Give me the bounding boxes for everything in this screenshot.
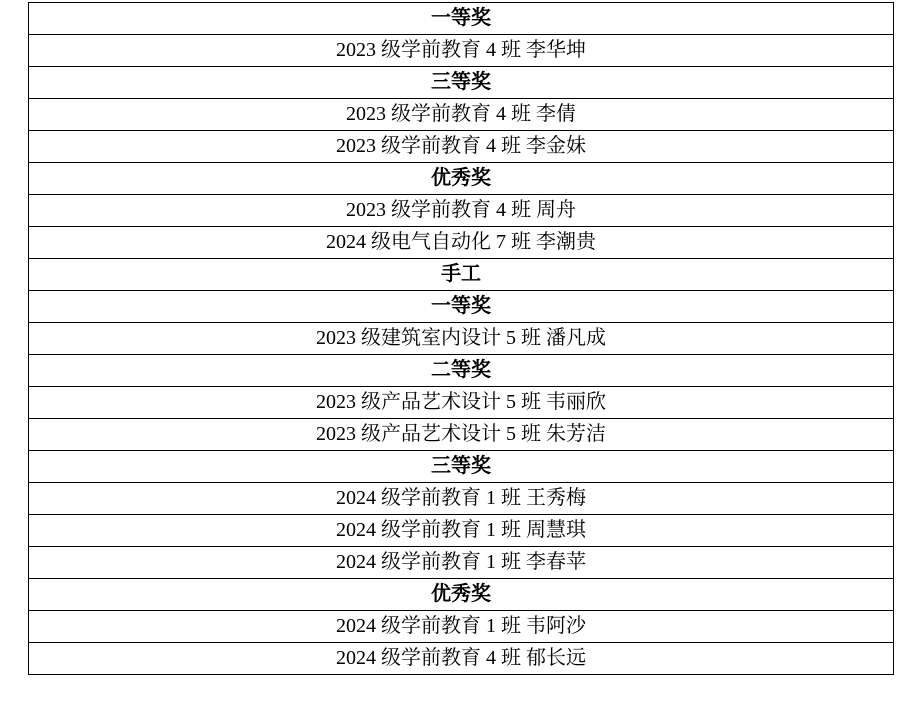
award-category-cell <box>29 291 894 323</box>
cell-text: 2024 级电气自动化 7 班 李潮贵 <box>326 231 596 253</box>
table-row <box>29 323 894 355</box>
table-row <box>29 643 894 675</box>
award-entry-cell <box>29 483 894 515</box>
award-category-cell <box>29 355 894 387</box>
table-row <box>29 99 894 131</box>
table-row <box>29 131 894 163</box>
award-category-cell <box>29 67 894 99</box>
table-row <box>29 483 894 515</box>
table-row <box>29 291 894 323</box>
cell-text: 三等奖 <box>431 71 491 93</box>
award-category-cell <box>29 579 894 611</box>
cell-text: 2024 级学前教育 4 班 郁长远 <box>336 647 586 669</box>
cell-text: 2023 级产品艺术设计 5 班 韦丽欣 <box>316 391 606 413</box>
award-entry-cell <box>29 611 894 643</box>
table-row <box>29 227 894 259</box>
table-row <box>29 35 894 67</box>
award-entry-cell <box>29 387 894 419</box>
award-entry-cell <box>29 35 894 67</box>
award-list-body <box>29 3 894 675</box>
cell-text: 三等奖 <box>431 455 491 477</box>
cell-text: 2023 级学前教育 4 班 李金妹 <box>336 135 586 157</box>
cell-text: 2024 级学前教育 1 班 韦阿沙 <box>336 615 586 637</box>
award-entry-cell <box>29 131 894 163</box>
cell-text: 二等奖 <box>431 359 491 381</box>
table-row <box>29 67 894 99</box>
award-entry-cell <box>29 323 894 355</box>
award-entry-cell <box>29 227 894 259</box>
award-entry-cell <box>29 515 894 547</box>
table-row <box>29 259 894 291</box>
cell-text: 2024 级学前教育 1 班 王秀梅 <box>336 487 586 509</box>
table-row <box>29 355 894 387</box>
cell-text: 一等奖 <box>431 295 491 317</box>
cell-text: 手工 <box>441 263 481 285</box>
award-list-table <box>28 2 894 675</box>
award-entry-cell <box>29 643 894 675</box>
table-row <box>29 515 894 547</box>
award-entry-cell <box>29 195 894 227</box>
table-row <box>29 579 894 611</box>
table-row <box>29 195 894 227</box>
table-row <box>29 419 894 451</box>
cell-text: 2023 级建筑室内设计 5 班 潘凡成 <box>316 327 606 349</box>
cell-text: 2023 级学前教育 4 班 周舟 <box>346 199 576 221</box>
table-row <box>29 163 894 195</box>
table-row <box>29 387 894 419</box>
cell-text: 优秀奖 <box>431 167 491 189</box>
award-category-cell <box>29 451 894 483</box>
document-page <box>0 2 924 703</box>
cell-text: 2023 级学前教育 4 班 李倩 <box>346 103 576 125</box>
award-entry-cell <box>29 547 894 579</box>
table-row <box>29 451 894 483</box>
table-row <box>29 3 894 35</box>
cell-text: 优秀奖 <box>431 583 491 605</box>
award-section-cell <box>29 259 894 291</box>
cell-text: 2024 级学前教育 1 班 李春苹 <box>336 551 586 573</box>
cell-text: 2024 级学前教育 1 班 周慧琪 <box>336 519 586 541</box>
cell-text: 2023 级学前教育 4 班 李华坤 <box>336 39 586 61</box>
award-category-cell <box>29 3 894 35</box>
table-row <box>29 547 894 579</box>
award-category-cell <box>29 163 894 195</box>
cell-text: 2023 级产品艺术设计 5 班 朱芳洁 <box>316 423 606 445</box>
cell-text: 一等奖 <box>431 7 491 29</box>
award-entry-cell <box>29 419 894 451</box>
table-row <box>29 611 894 643</box>
award-entry-cell <box>29 99 894 131</box>
